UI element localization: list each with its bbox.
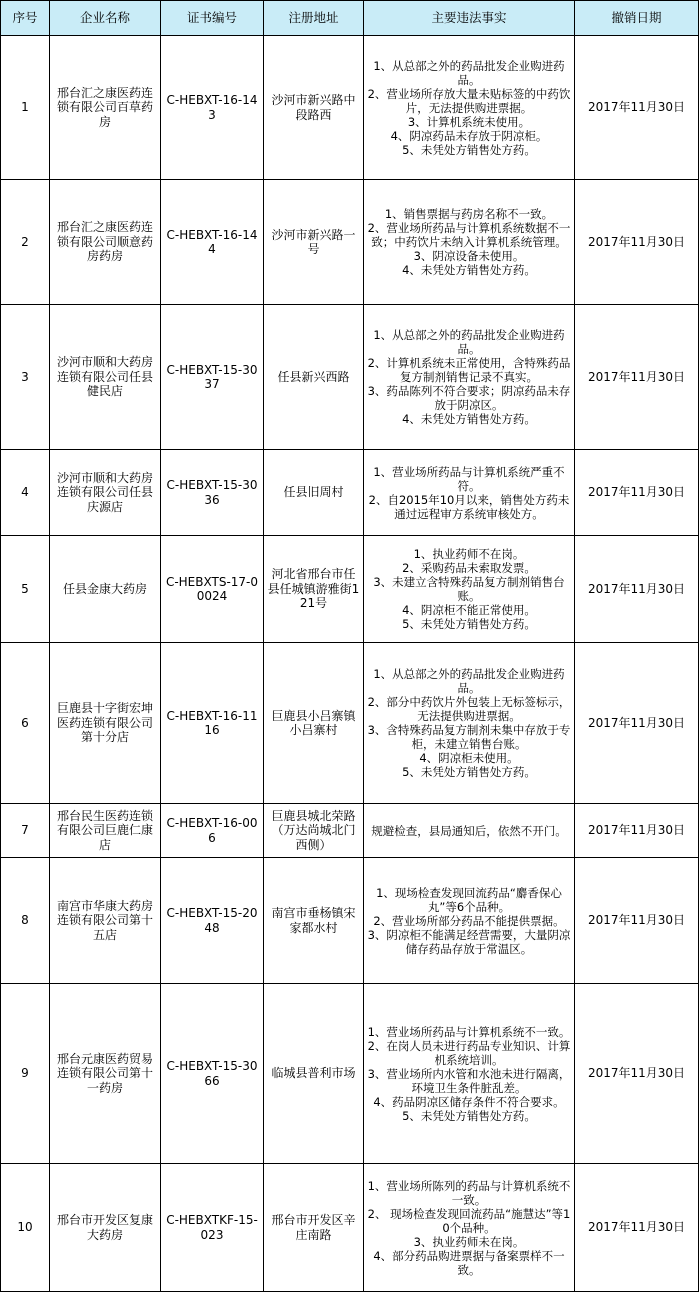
- violation-fact-item: 4、未凭处方销售处方药。: [402, 263, 536, 277]
- row-number: 4: [1, 450, 50, 536]
- violation-fact-item: 2、 现场检查发现回流药品“施慧达”等10个品种。: [367, 1206, 571, 1235]
- certificate-number: C-HEBXTS-17-00024: [161, 536, 264, 643]
- registered-address: 南宫市垂杨镇宋家都水村: [264, 858, 364, 984]
- company-name: 邢台民生医药连锁有限公司巨鹿仁康店: [50, 804, 161, 858]
- table-row: [1, 305, 699, 450]
- violation-facts: [364, 804, 575, 858]
- violation-fact-item: 2、采购药品未索取发票。: [402, 561, 536, 575]
- row-number: 9: [1, 984, 50, 1164]
- certificate-number: C-HEBXT-15-3066: [161, 984, 264, 1164]
- row-number: 8: [1, 858, 50, 984]
- certificate-number: C-HEBXT-16-1116: [161, 643, 264, 804]
- violation-fact-item: 3、阴凉柜不能满足经营需要，大量阴凉储存药品存放于常温区。: [367, 927, 571, 956]
- violation-fact-item: 3、阴凉设备未使用。: [413, 249, 525, 263]
- company-name: 邢台汇之康医药连锁有限公司百草药房: [50, 36, 161, 180]
- violation-fact-item: 2、营业场所药品与计算机系统数据不一致；中药饮片未纳入计算机系统管理。: [367, 221, 571, 249]
- violation-facts: [364, 858, 575, 984]
- violation-fact-item: 4、阴凉柜未使用。: [419, 751, 519, 765]
- revocation-date: 2017年11月30日: [575, 643, 699, 804]
- violation-fact-item: 规避检查，县局通知后，依然不开门。: [371, 823, 567, 838]
- table-row: [1, 36, 699, 180]
- violation-facts: [364, 536, 575, 643]
- company-name: 任县金康大药房: [50, 536, 161, 643]
- table-row: [1, 536, 699, 643]
- violation-fact-item: 1、从总部之外的药品批发企业购进药品。: [373, 58, 565, 87]
- violation-fact-item: 1、从总部之外的药品批发企业购进药品。: [373, 667, 565, 695]
- violation-facts: [364, 180, 575, 305]
- table-row: [1, 984, 699, 1164]
- violation-fact-item: 1、营业场所药品与计算机系统严重不符。: [373, 464, 565, 493]
- row-number: 2: [1, 180, 50, 305]
- table-row: [1, 804, 699, 858]
- registered-address: 邢台市开发区辛庄南路: [264, 1164, 364, 1292]
- violation-fact-item: 1、销售票据与药房名称不一致。: [384, 207, 554, 221]
- revocation-date: 2017年11月30日: [575, 180, 699, 305]
- violation-fact-item: 2、自2015年10月以来，销售处方药未通过远程审方系统审核处方。: [368, 492, 570, 521]
- violation-fact-item: 3、未建立含特殊药品复方制剂销售台账。: [373, 575, 565, 603]
- header-name: 企业名称: [50, 1, 161, 36]
- registered-address: 任县新兴西路: [264, 305, 364, 450]
- violation-fact-item: 1、营业场所药品与计算机系统不一致。: [367, 1024, 571, 1039]
- violation-fact-item: 2、营业场所存放大量未贴标签的中药饮片，无法提供购进票据。: [367, 86, 571, 115]
- violation-fact-item: 1、现场检查发现回流药品“麝香保心丸”等6个品种。: [376, 885, 562, 914]
- violation-fact-item: 5、未凭处方销售处方药。: [402, 142, 536, 157]
- registered-address: 巨鹿县城北荣路（万达尚城北门西侧）: [264, 804, 364, 858]
- revocation-date: 2017年11月30日: [575, 984, 699, 1164]
- violation-fact-item: 5、未凭处方销售处方药。: [402, 1108, 536, 1123]
- row-number: 3: [1, 305, 50, 450]
- revocation-date: 2017年11月30日: [575, 36, 699, 180]
- violation-fact-item: 5、未凭处方销售处方药。: [402, 765, 536, 779]
- company-name: 邢台元康医药贸易连锁有限公司第十一药房: [50, 984, 161, 1164]
- table-row: [1, 643, 699, 804]
- violation-facts: [364, 450, 575, 536]
- certificate-number: C-HEBXT-15-3036: [161, 450, 264, 536]
- certificate-number: C-HEBXTKF-15-023: [161, 1164, 264, 1292]
- company-name: 邢台汇之康医药连锁有限公司顺意药房药房: [50, 180, 161, 305]
- violation-fact-item: 1、营业场所陈列的药品与计算机系统不一致。: [367, 1178, 571, 1207]
- violation-fact-item: 5、未凭处方销售处方药。: [402, 617, 536, 631]
- registered-address: 临城县普利市场: [264, 984, 364, 1164]
- row-number: 7: [1, 804, 50, 858]
- header-no: 序号: [1, 1, 50, 36]
- company-name: 南宫市华康大药房连锁有限公司第十五店: [50, 858, 161, 984]
- violation-fact-item: 3、计算机系统未使用。: [407, 114, 531, 129]
- revocation-date: 2017年11月30日: [575, 1164, 699, 1292]
- header-facts: 主要违法事实: [364, 1, 575, 36]
- violation-fact-item: 1、从总部之外的药品批发企业购进药品。: [373, 328, 565, 356]
- company-name: 沙河市顺和大药房连锁有限公司任县健民店: [50, 305, 161, 450]
- violation-facts: [364, 984, 575, 1164]
- violation-facts: [364, 36, 575, 180]
- registered-address: 沙河市新兴路一号: [264, 180, 364, 305]
- violation-fact-item: 4、阴凉药品未存放于阴凉柜。: [390, 128, 548, 143]
- violation-fact-item: 3、执业药师未在岗。: [413, 1234, 525, 1249]
- violation-fact-item: 3、药品陈列不符合要求；阴凉药品未存放于阴凉区。: [367, 384, 571, 412]
- table-row: [1, 450, 699, 536]
- revocation-date: 2017年11月30日: [575, 450, 699, 536]
- violation-fact-item: 2、营业场所部分药品不能提供票据。: [373, 913, 565, 928]
- violation-fact-item: 3、营业场所内水管和水池未进行隔离，环境卫生条件脏乱差。: [367, 1066, 571, 1095]
- row-number: 5: [1, 536, 50, 643]
- violation-fact-item: 4、药品阴凉区储存条件不符合要求。: [373, 1094, 565, 1109]
- row-number: 10: [1, 1164, 50, 1292]
- violation-fact-item: 4、未凭处方销售处方药。: [402, 412, 536, 426]
- violation-facts: [364, 1164, 575, 1292]
- table-header-row: [1, 1, 699, 36]
- revocation-date: 2017年11月30日: [575, 536, 699, 643]
- certificate-number: C-HEBXT-16-006: [161, 804, 264, 858]
- company-name: 巨鹿县十字街宏坤医药连锁有限公司第十分店: [50, 643, 161, 804]
- revocation-date: 2017年11月30日: [575, 305, 699, 450]
- violation-fact-item: 2、部分中药饮片外包装上无标签标示，无法提供购进票据。: [367, 695, 571, 723]
- table-row: [1, 1164, 699, 1292]
- violation-facts: [364, 643, 575, 804]
- revocation-date: 2017年11月30日: [575, 804, 699, 858]
- violation-fact-item: 2、计算机系统未正常使用，含特殊药品复方制剂销售记录不真实。: [367, 356, 571, 384]
- certificate-number: C-HEBXT-16-143: [161, 36, 264, 180]
- certificate-number: C-HEBXT-15-3037: [161, 305, 264, 450]
- registered-address: 任县旧周村: [264, 450, 364, 536]
- violation-fact-item: 1、执业药师不在岗。: [413, 547, 525, 561]
- header-address: 注册地址: [264, 1, 364, 36]
- violation-facts: [364, 305, 575, 450]
- header-cert: 证书编号: [161, 1, 264, 36]
- certificate-number: C-HEBXT-16-144: [161, 180, 264, 305]
- violation-fact-item: 2、在岗人员未进行药品专业知识、计算机系统培训。: [367, 1038, 571, 1067]
- violation-fact-item: 4、部分药品购进票据与备案票样不一致。: [373, 1248, 565, 1277]
- registered-address: 河北省邢台市任县任城镇游雅街121号: [264, 536, 364, 643]
- table-row: [1, 180, 699, 305]
- company-name: 邢台市开发区复康大药房: [50, 1164, 161, 1292]
- header-date: 撤销日期: [575, 1, 699, 36]
- table-row: [1, 858, 699, 984]
- certificate-number: C-HEBXT-15-2048: [161, 858, 264, 984]
- company-name: 沙河市顺和大药房连锁有限公司任县庆源店: [50, 450, 161, 536]
- revocation-date: 2017年11月30日: [575, 858, 699, 984]
- row-number: 1: [1, 36, 50, 180]
- violation-fact-item: 4、阴凉柜不能正常使用。: [402, 603, 536, 617]
- registered-address: 巨鹿县小吕寨镇小吕寨村: [264, 643, 364, 804]
- row-number: 6: [1, 643, 50, 804]
- registered-address: 沙河市新兴路中段路西: [264, 36, 364, 180]
- violation-fact-item: 3、含特殊药品复方制剂未集中存放于专柜，未建立销售台账。: [367, 723, 571, 751]
